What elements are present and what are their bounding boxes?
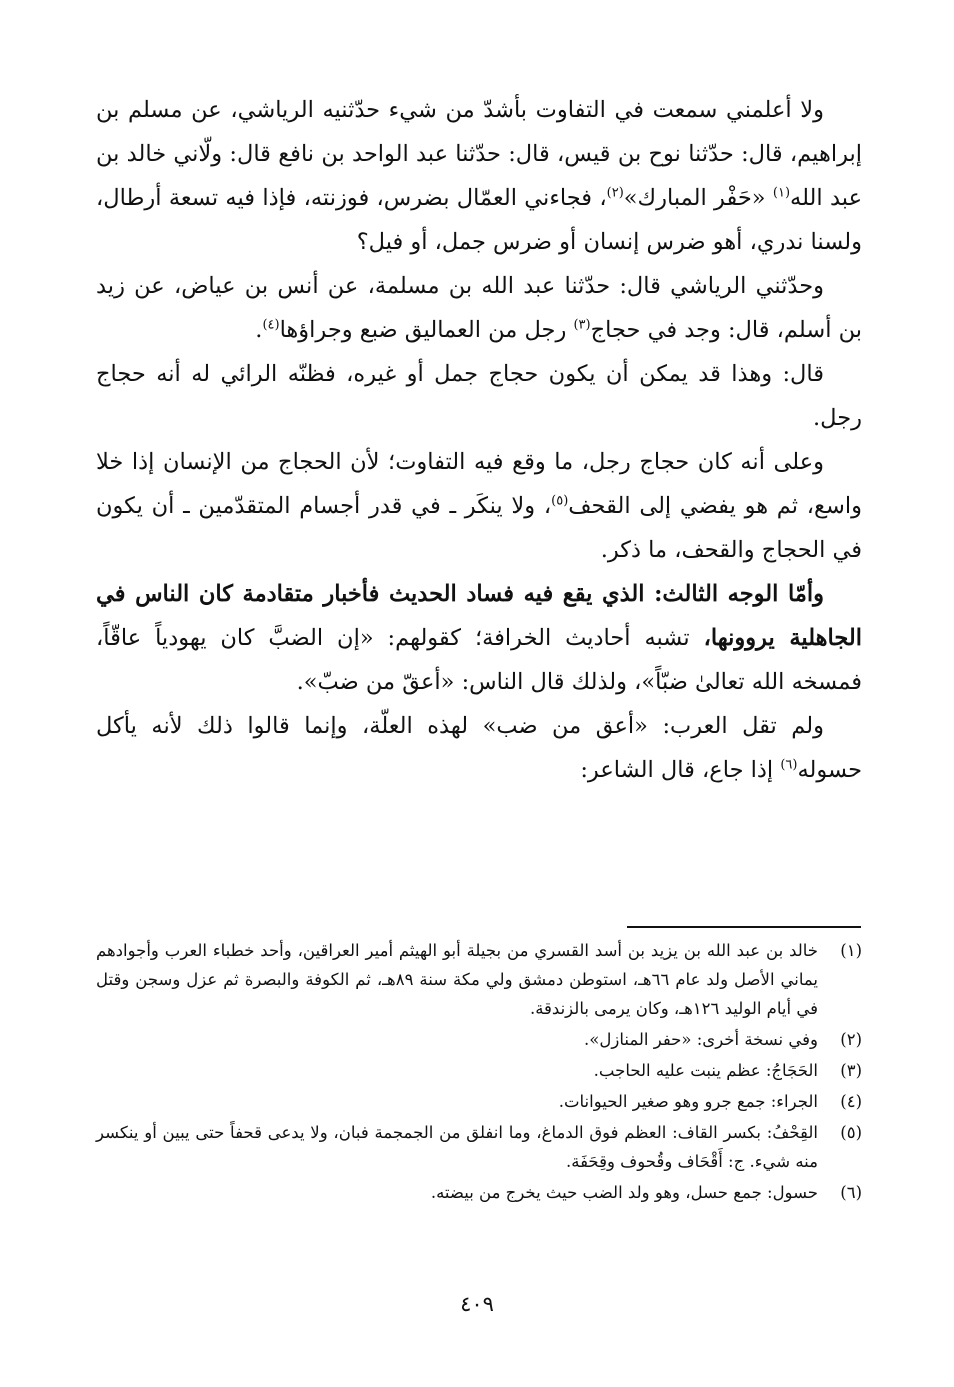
paragraph-text: ، فجاءني العمّال بضرس، فوزنته، فإذا فيه تسعة أرطال، ولسنا ندري، أهو ضرس إنسان أو ضرس جمل، أو فيل؟ (96, 185, 862, 255)
footnote-ref: (٥) (551, 493, 569, 509)
footnote-4 (96, 1087, 862, 1116)
paragraph-1 (96, 88, 862, 264)
paragraph-2 (96, 264, 862, 352)
paragraph-5 (96, 572, 862, 704)
footnote-ref: (١) (772, 185, 791, 201)
footnote-text: القِحْفُ: بكسر القاف: العظم فوق الدماغ، وما انفلق من الجمجمة فبان، ولا يدعى قحفاً حتى يبين أو ينكسر منه شيء. ج: أَقْحَاف وقُحوف وقِحَفَة. (96, 1123, 818, 1171)
paragraph-6 (96, 704, 862, 792)
paragraph-text: وحدّثني الرياشي قال: حدّثنا عبد الله بن مسلمة، عن أنس بن عياض، عن زيد بن أسلم، قال: وجد في حجاج (96, 273, 862, 343)
footnotes (96, 936, 862, 1209)
paragraph-text: وعلى أنه كان حجاج رجل، ما وقع فيه التفاوت؛ لأن الحجاج من الإنسان إذا خلا واسع، ثم هو يفضي إلى القحف (96, 449, 862, 519)
footnote-1 (96, 936, 862, 1023)
paragraph-text: تشبه أحاديث الخرافة؛ كقولهم: «إن الضبَّ كان يهودياً عاقّاً، فمسخه الله تعالىٰ ضبّاً»، ولذلك قال الناس: «أعقّ من ضبّ». (96, 625, 862, 695)
footnote-number: (١) (840, 941, 862, 960)
footnote-ref: (٢) (606, 185, 624, 201)
footnote-number: (٣) (840, 1061, 862, 1080)
paragraph-text: ولم تقل العرب: «أعق من ضب» لهذه العلّة، وإنما قالوا ذلك لأنه يأكل حسوله (96, 713, 862, 783)
paragraph-4 (96, 440, 862, 572)
footnote-text: الجراء: جمع جرو وهو صغير الحيوانات. (558, 1092, 818, 1111)
footnote-ref: (٦) (780, 757, 798, 773)
footnote-6 (96, 1178, 862, 1207)
footnote-3 (96, 1056, 862, 1085)
footnote-separator (627, 926, 861, 928)
main-text (96, 88, 862, 792)
footnote-number: (٢) (840, 1030, 862, 1049)
paragraph-text: رجل من العماليق ضبع وجراؤها (279, 317, 574, 343)
footnote-text: الحَجَاجُ: عظم ينبت عليه الحاجب. (593, 1061, 818, 1080)
footnote-number: (٦) (840, 1183, 862, 1202)
footnote-5 (96, 1118, 862, 1176)
paragraph-text: . (255, 317, 263, 343)
footnote-ref: (٣) (573, 317, 591, 333)
footnote-number: (٥) (840, 1123, 862, 1142)
footnote-text: خالد بن عبد الله بن يزيد بن أسد القسري من بجيلة أبو الهيثم أمير العراقين، وأحد خطباء العرب وأجوادهم يماني الأصل ولد عام ٦٦هـ، استوطن دمشق ولي مكة سنة ٨٩هـ، ثم الكوفة والبصرة ثم عزل وسجن وقتل في أيام الوليد ١٢٦هـ، وكان يرمى بالزندقة. (96, 941, 819, 1018)
paragraph-text: «حَفْر المبارك» (623, 185, 773, 211)
footnote-number: (٤) (840, 1092, 862, 1111)
paragraph-text: قال: وهذا قد يمكن أن يكون حجاج جمل أو غيره، فظنّه الرائي له أنه حجاج رجل. (96, 361, 862, 431)
paragraph-3 (96, 352, 862, 440)
paragraph-heading: وأمّا الوجه الثالث: الذي يقع فيه فساد الحديث فأخبار متقادمة كان الناس في الجاهلية يروونها، (96, 581, 862, 651)
page-number: ٤٠٩ (460, 1292, 494, 1316)
paragraph-text: ، ولا ينكَر ـ في قدر أجسام المتقدّمين ـ أن يكون في الحجاج والقحف، ما ذكر. (96, 493, 862, 563)
paragraph-text: ولا أعلمني سمعت في التفاوت بأشدّ من شيء حدّثنيه الرياشي، عن مسلم بن إبراهيم، قال: حدّثنا نوح بن قيس، قال: حدّثنا عبد الواحد بن نافع قال: ولّاني خالد بن عبد الله (96, 97, 862, 211)
footnote-text: وفي نسخة أخرى: «حفر المنازل». (584, 1030, 818, 1049)
footnote-2 (96, 1025, 862, 1054)
footnote-ref: (٤) (262, 317, 280, 333)
paragraph-text: إذا جاع، قال الشاعر: (580, 757, 781, 783)
footnote-text: حسول: جمع حسل، وهو ولد الضب حيث يخرج من بيضته. (430, 1183, 818, 1202)
